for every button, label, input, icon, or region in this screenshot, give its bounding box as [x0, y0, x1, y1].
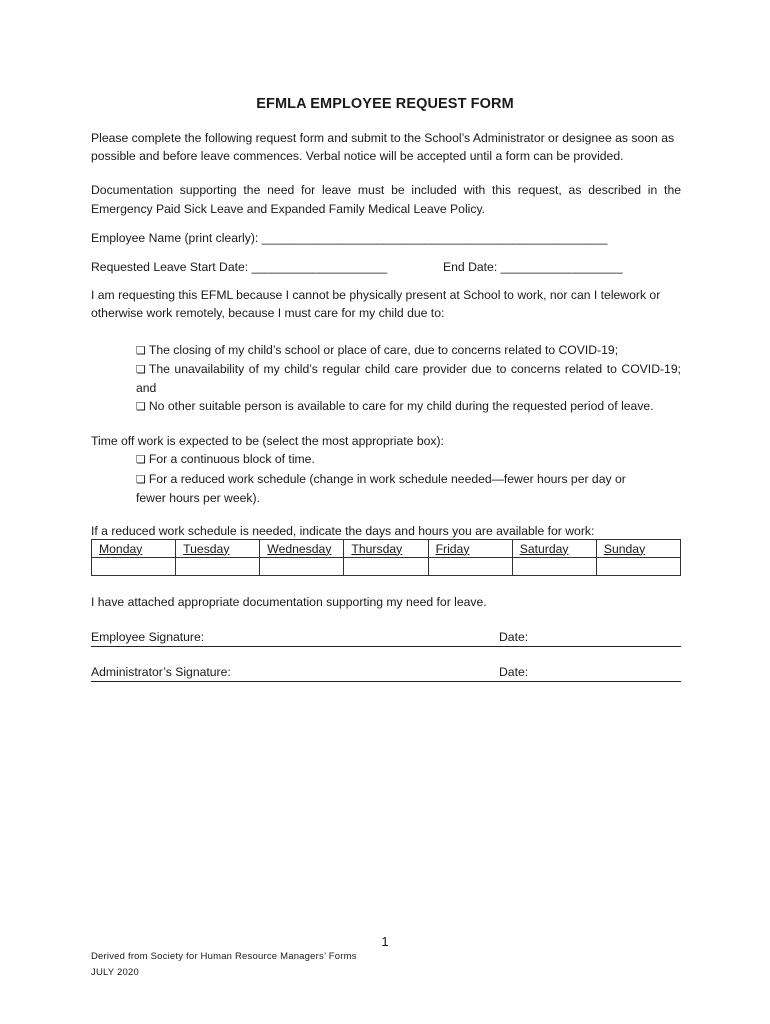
footer-date: JULY 2020: [91, 967, 139, 978]
reason-item: [136, 360, 681, 397]
checkbox-icon[interactable]: ❏: [136, 364, 146, 376]
checkbox-icon[interactable]: ❏: [136, 474, 146, 486]
checkbox-icon[interactable]: ❏: [136, 454, 146, 466]
reason-intro-paragraph: I am requesting this EFML because I cannot be physically present at School to work, nor can I telework or otherwise work remotely, because I must care for my child due to:: [91, 288, 661, 320]
leave-end-date-field[interactable]: End Date: __________________: [443, 260, 623, 274]
attached-statement: I have attached appropriate documentation supporting my need for leave.: [91, 595, 487, 609]
reduced-schedule-intro: If a reduced work schedule is needed, indicate the days and hours you are available for work:: [91, 524, 595, 538]
reason-label: The closing of my child’s school or place of care, due to concerns related to COVID-19;: [148, 343, 619, 357]
employee-signature-line[interactable]: [91, 630, 681, 647]
day-header-sunday: Sunday: [596, 540, 680, 558]
time-off-intro: Time off work is expected to be (select the most appropriate box):: [91, 434, 444, 448]
hours-cell-friday[interactable]: [428, 558, 512, 576]
form-title: EFMLA EMPLOYEE REQUEST FORM: [256, 96, 514, 112]
table-row: [92, 558, 681, 576]
leave-start-date-field[interactable]: Requested Leave Start Date: ____________________: [91, 260, 388, 274]
day-header-monday: Monday: [92, 540, 176, 558]
hours-cell-monday[interactable]: [92, 558, 176, 576]
day-header-thursday: Thursday: [344, 540, 428, 558]
admin-date-label: Date:: [499, 665, 529, 679]
availability-table: [91, 539, 681, 576]
admin-signature-line[interactable]: [91, 665, 681, 682]
employee-name-field[interactable]: Employee Name (print clearly): ___________________________________________________: [91, 231, 608, 245]
hours-cell-tuesday[interactable]: [176, 558, 260, 576]
reason-label: No other suitable person is available to care for my child during the requested period of leave.: [148, 399, 654, 413]
documentation-paragraph: Documentation supporting the need for leave must be included with this request, as described in the Emergency Paid Sick Leave and Expanded Family Medical Leave Policy.: [91, 183, 681, 216]
hours-cell-wednesday[interactable]: [260, 558, 344, 576]
day-header-saturday: Saturday: [512, 540, 596, 558]
employee-signature-label: Employee Signature:: [91, 630, 205, 644]
reason-item: [136, 397, 681, 416]
time-off-label: For a reduced work schedule (change in work schedule needed—fewer hours per day or fewer hours per week).: [136, 472, 626, 505]
hours-cell-saturday[interactable]: [512, 558, 596, 576]
table-header-row: [92, 540, 681, 558]
day-header-tuesday: Tuesday: [176, 540, 260, 558]
checkbox-icon[interactable]: ❏: [136, 401, 146, 413]
page-number: 1: [381, 934, 389, 949]
reason-item: [136, 341, 681, 360]
footer-source: Derived from Society for Human Resource Managers’ Forms: [91, 951, 357, 962]
checkbox-icon[interactable]: ❏: [136, 345, 146, 357]
day-header-friday: Friday: [428, 540, 512, 558]
day-header-wednesday: Wednesday: [260, 540, 344, 558]
reason-label: The unavailability of my child’s regular child care provider due to concerns related to COVID-19; and: [136, 362, 681, 395]
time-off-label: For a continuous block of time.: [148, 452, 315, 466]
hours-cell-sunday[interactable]: [596, 558, 680, 576]
admin-signature-label: Administrator’s Signature:: [91, 665, 231, 679]
employee-date-label: Date:: [499, 630, 529, 644]
time-off-option: [136, 450, 681, 469]
intro-paragraph: Please complete the following request form and submit to the School’s Administrator or designee as soon as possible and before leave commences. Verbal notice will be accepted until a form can be provided.: [91, 131, 675, 163]
hours-cell-thursday[interactable]: [344, 558, 428, 576]
time-off-option: [136, 470, 656, 507]
